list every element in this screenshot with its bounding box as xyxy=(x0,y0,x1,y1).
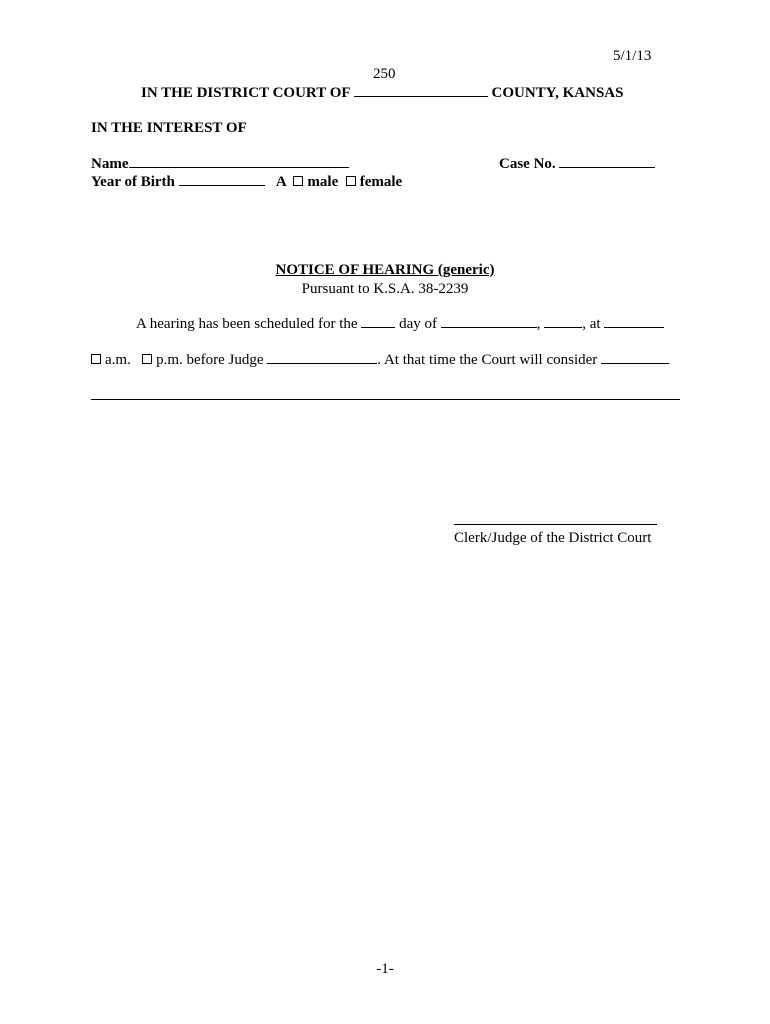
consider-field-line[interactable] xyxy=(91,399,680,400)
at-text: , at xyxy=(582,316,601,332)
comma-text: , xyxy=(536,316,541,332)
notice-subtitle: Pursuant to K.S.A. 38-2239 xyxy=(301,281,469,297)
pm-checkbox[interactable] xyxy=(142,354,152,364)
consider-text: . At that time the Court will consider xyxy=(377,352,598,368)
month-field[interactable] xyxy=(441,315,537,328)
form-number: 250 xyxy=(373,66,396,82)
name-row xyxy=(91,155,349,173)
female-checkbox[interactable] xyxy=(346,176,356,186)
day-of-text: day of xyxy=(399,316,437,332)
am-checkbox[interactable] xyxy=(91,354,101,364)
interest-of-heading: IN THE INTEREST OF xyxy=(91,120,247,136)
court-heading-prefix: IN THE DISTRICT COURT OF xyxy=(141,85,350,101)
male-label: male xyxy=(307,174,339,190)
signature-label: Clerk/Judge of the District Court xyxy=(454,530,652,546)
county-field[interactable] xyxy=(354,84,488,97)
hearing-sentence-line1 xyxy=(136,315,664,333)
judge-field[interactable] xyxy=(267,351,377,364)
male-checkbox[interactable] xyxy=(293,176,303,186)
name-field[interactable] xyxy=(129,155,349,168)
case-no-label: Case No. xyxy=(499,156,556,172)
court-heading xyxy=(141,84,623,102)
time-field[interactable] xyxy=(604,315,664,328)
hearing-sentence-line2 xyxy=(91,351,669,369)
consider-field-start[interactable] xyxy=(601,351,669,364)
am-label: a.m. xyxy=(105,352,131,368)
female-label: female xyxy=(359,174,403,190)
page-number: -1- xyxy=(376,961,394,977)
day-field[interactable] xyxy=(361,315,395,328)
year-field[interactable] xyxy=(544,315,582,328)
notice-title: NOTICE OF HEARING (generic) xyxy=(275,262,495,278)
pm-label: p.m. before Judge xyxy=(156,352,264,368)
a-label: A xyxy=(275,174,286,190)
year-of-birth-row xyxy=(91,173,402,191)
year-of-birth-field[interactable] xyxy=(179,173,265,186)
hearing-intro-text: A hearing has been scheduled for the xyxy=(136,316,358,332)
case-no-row xyxy=(499,155,655,173)
signature-line[interactable] xyxy=(454,524,657,525)
case-no-field[interactable] xyxy=(559,155,655,168)
court-heading-suffix: COUNTY, KANSAS xyxy=(491,85,624,101)
name-label: Name xyxy=(91,156,129,172)
revision-date: 5/1/13 xyxy=(613,48,652,64)
year-of-birth-label: Year of Birth xyxy=(91,174,175,190)
